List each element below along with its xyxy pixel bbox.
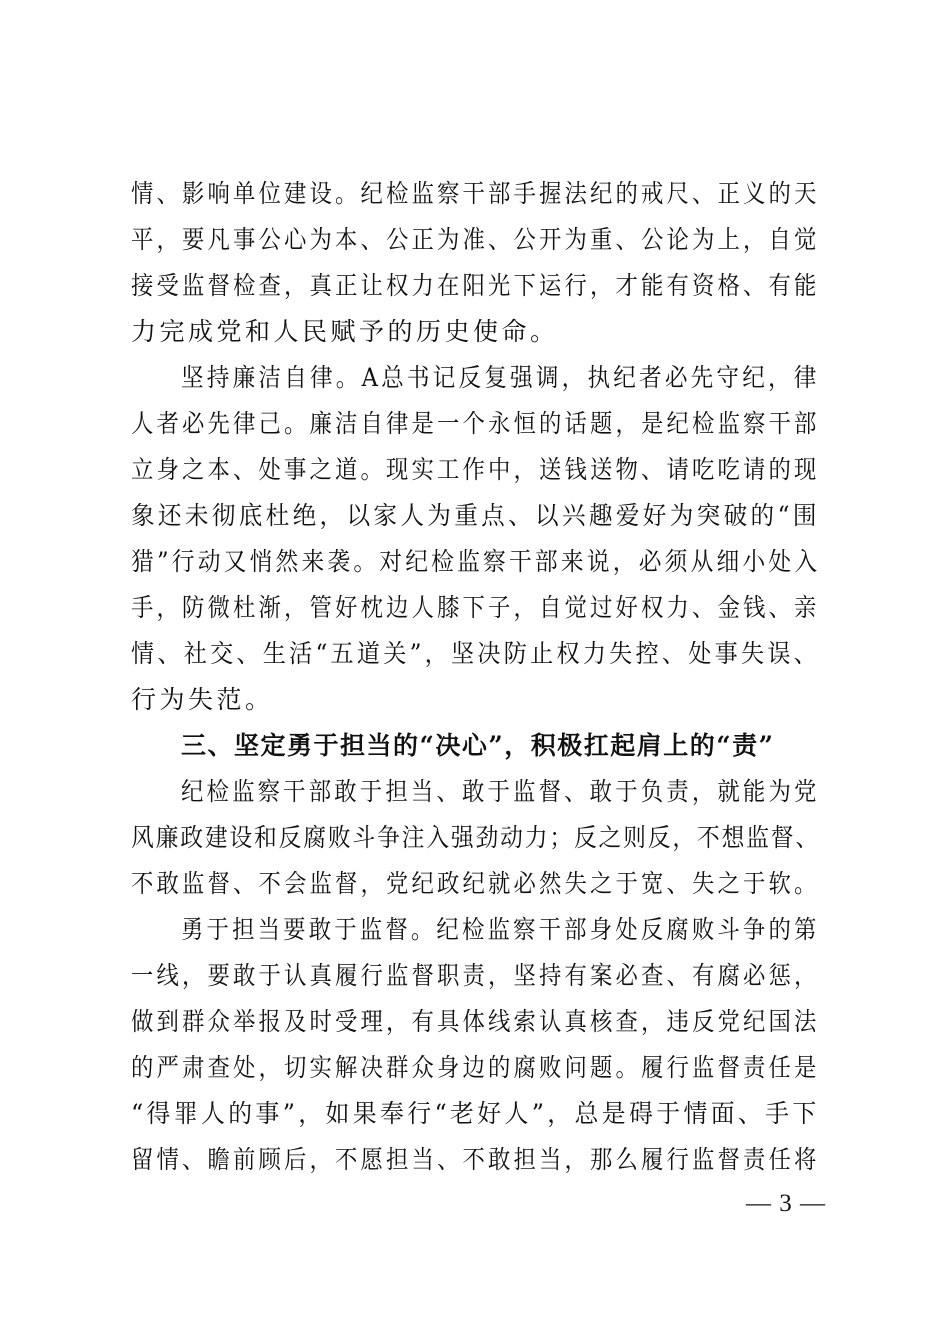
text-line-7: 立身之本、处事之道。现实工作中，送钱送物、请吃吃请的现 — [131, 455, 820, 484]
text-line-1: 情、影响单位建设。纪检监察干部手握法纪的戒尺、正义的天 — [131, 179, 820, 208]
page-number: — 3 — — [746, 1190, 826, 1217]
text-line-17: 勇于担当要敢于监督。纪检监察干部身处反腐败斗争的第 — [181, 915, 820, 944]
text-line-3: 接受监督检查，真正让权力在阳光下运行，才能有资格、有能 — [131, 271, 820, 300]
text-line-12: 行为失范。 — [131, 685, 274, 714]
text-line-6: 人者必先律己。廉洁自律是一个永恒的话题，是纪检监察干部 — [131, 409, 820, 438]
text-line-14: 纪检监察干部敢于担当、敢于监督、敢于负责，就能为党 — [181, 777, 820, 806]
text-line-16: 不敢监督、不会监督，党纪政纪就必然失之于宽、失之于软。 — [131, 869, 820, 898]
text-line-15: 风廉政建设和反腐败斗争注入强劲动力；反之则反，不想监督、 — [131, 823, 821, 852]
text-line-2: 平，要凡事公心为本、公正为准、公开为重、公论为上，自觉 — [131, 225, 820, 254]
text-line-20: 的严肃查处，切实解决群众身边的腐败问题。履行监督责任是 — [131, 1053, 820, 1082]
text-line-21: “得罪人的事”，如果奉行“老好人”，总是碍于情面、手下 — [131, 1099, 820, 1128]
text-line-10: 手，防微杜渐，管好枕边人膝下子，自觉过好权力、金钱、亲 — [131, 593, 820, 622]
text-line-5: 坚持廉洁自律。A总书记反复强调，执纪者必先守纪，律 — [181, 363, 820, 392]
text-line-22: 留情、瞻前顾后，不愿担当、不敢担当，那么履行监督责任将 — [131, 1145, 820, 1174]
text-line-19: 做到群众举报及时受理，有具体线索认真核查，违反党纪国法 — [131, 1007, 820, 1036]
text-line-8: 象还未彻底杜绝，以家人为重点、以兴趣爱好为突破的“围 — [131, 501, 820, 530]
text-line-4: 力完成党和人民赋予的历史使命。 — [131, 317, 559, 346]
section-heading: 三、坚定勇于担当的“决心”，积极扛起肩上的“责” — [181, 731, 775, 760]
text-line-9: 猎”行动又悄然来袭。对纪检监察干部来说，必须从细小处入 — [131, 547, 821, 576]
text-line-11: 情、社交、生活“五道关”，坚决防止权力失控、处事失误、 — [131, 639, 821, 668]
text-line-18: 一线，要敢于认真履行监督职责，坚持有案必查、有腐必惩， — [131, 961, 820, 990]
